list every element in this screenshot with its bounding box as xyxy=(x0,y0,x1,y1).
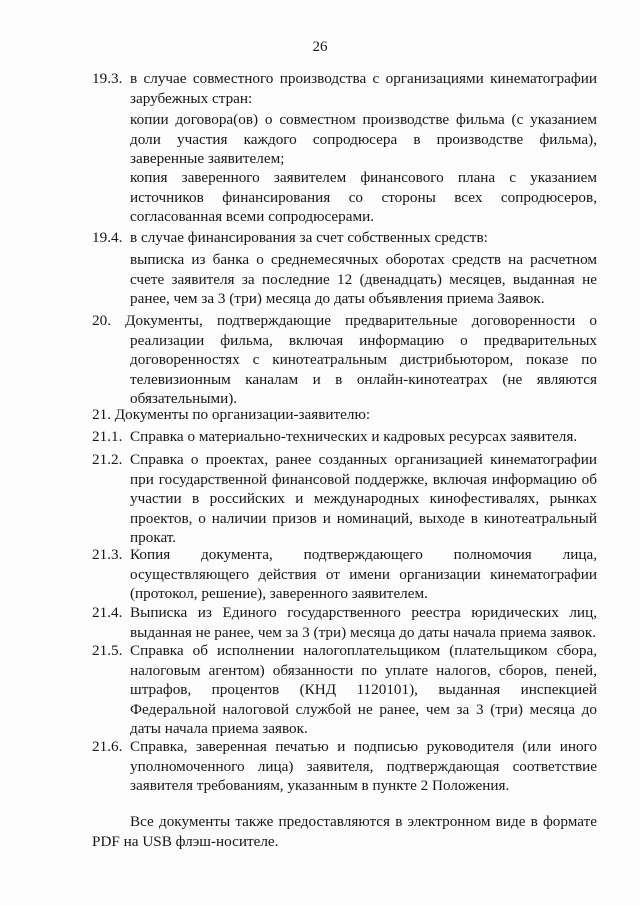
item-number: 21.6. xyxy=(92,738,123,755)
item-text: в случае финансирования за счет собственных средств: xyxy=(130,229,488,246)
item-text: Справка о материально-технических и кадровых ресурсах заявителя. xyxy=(130,428,578,445)
item-21-6 xyxy=(92,737,597,796)
item-number: 21.1. xyxy=(92,428,123,445)
item-text: Справка, заверенная печатью и подписью руководителя (или иного уполномоченного лица) заявителя, подтверждающая соответствие заявителя требованиям, указанным в пункте 2 Положения. xyxy=(130,738,597,795)
item-19-3 xyxy=(92,69,597,108)
item-21-2 xyxy=(92,450,597,548)
item-19-4-sub-1: выписка из банка о среднемесячных оборотах средств на расчетном счете заявителя за последние 12 (двенадцать) месяцев, выданная не ранее, чем за 3 (три) месяца до даты объявления приема Заявок. xyxy=(130,251,597,308)
item-number: 21.4. xyxy=(92,604,123,621)
item-21: 21. Документы по организации-заявителю: xyxy=(92,406,371,423)
item-21-3 xyxy=(92,545,597,604)
item-number: 21.2. xyxy=(92,451,123,468)
item-number: 19.4. xyxy=(92,229,123,246)
item-21-4 xyxy=(92,603,597,642)
item-number: 21.5. xyxy=(92,642,123,659)
item-19-4 xyxy=(92,228,597,248)
item-19-3-sub-2: копия заверенного заявителем финансового плана с указанием источников финансирования со стороны всех сопродюсеров, согласованная всеми сопродюсерами. xyxy=(130,169,597,226)
item-text: Справка о проектах, ранее созданных организацией кинематографии при государственной финансовой поддержке, включая информацию об участии в российских и международных кинофестивалях, рынках проектов, о наличии призов и номинаций, выходе в кинотеатральный прокат. xyxy=(130,451,597,547)
page-number: 26 xyxy=(312,39,328,55)
final-note: Все документы также предоставляются в электронном виде в формате PDF на USB флэш-носителе. xyxy=(92,813,597,850)
item-number: 19.3. xyxy=(92,70,123,87)
item-text: Копия документа, подтверждающего полномочия лица, осуществляющего действия от имени организации кинематографии (протокол, решение), заверенного заявителем. xyxy=(130,546,597,603)
item-text: Справка об исполнении налогоплательщиком (плательщиком сбора, налоговым агентом) обязанности по уплате налогов, сборов, пеней, штрафов, процентов (КНД 1120101), выданная инспекцией Федеральной налоговой службой не ранее, чем за 3 (три) месяца до даты начала приема заявок. xyxy=(130,642,597,738)
item-number: 21.3. xyxy=(92,546,123,563)
item-20: 20. Документы, подтверждающие предварительные договоренности о реализации фильма, включая информацию о предварительных договоренностях с кинотеатральным дистрибьютором, показе по телевизионным каналам и в онлайн-кинотеатрах (не являются обязательными). xyxy=(92,312,597,408)
item-21-1 xyxy=(92,427,597,447)
item-21-5 xyxy=(92,641,597,739)
item-19-3-sub-1: копии договора(ов) о совместном производстве фильма (с указанием доли участия каждого сопродюсера в производстве фильма), заверенные заявителем; xyxy=(130,111,597,168)
item-text: Выписка из Единого государственного реестра юридических лиц, выданная не ранее, чем за 3 (три) месяца до даты начала приема заявок. xyxy=(130,604,597,641)
item-text: в случае совместного производства с организациями кинематографии зарубежных стран: xyxy=(130,70,597,107)
